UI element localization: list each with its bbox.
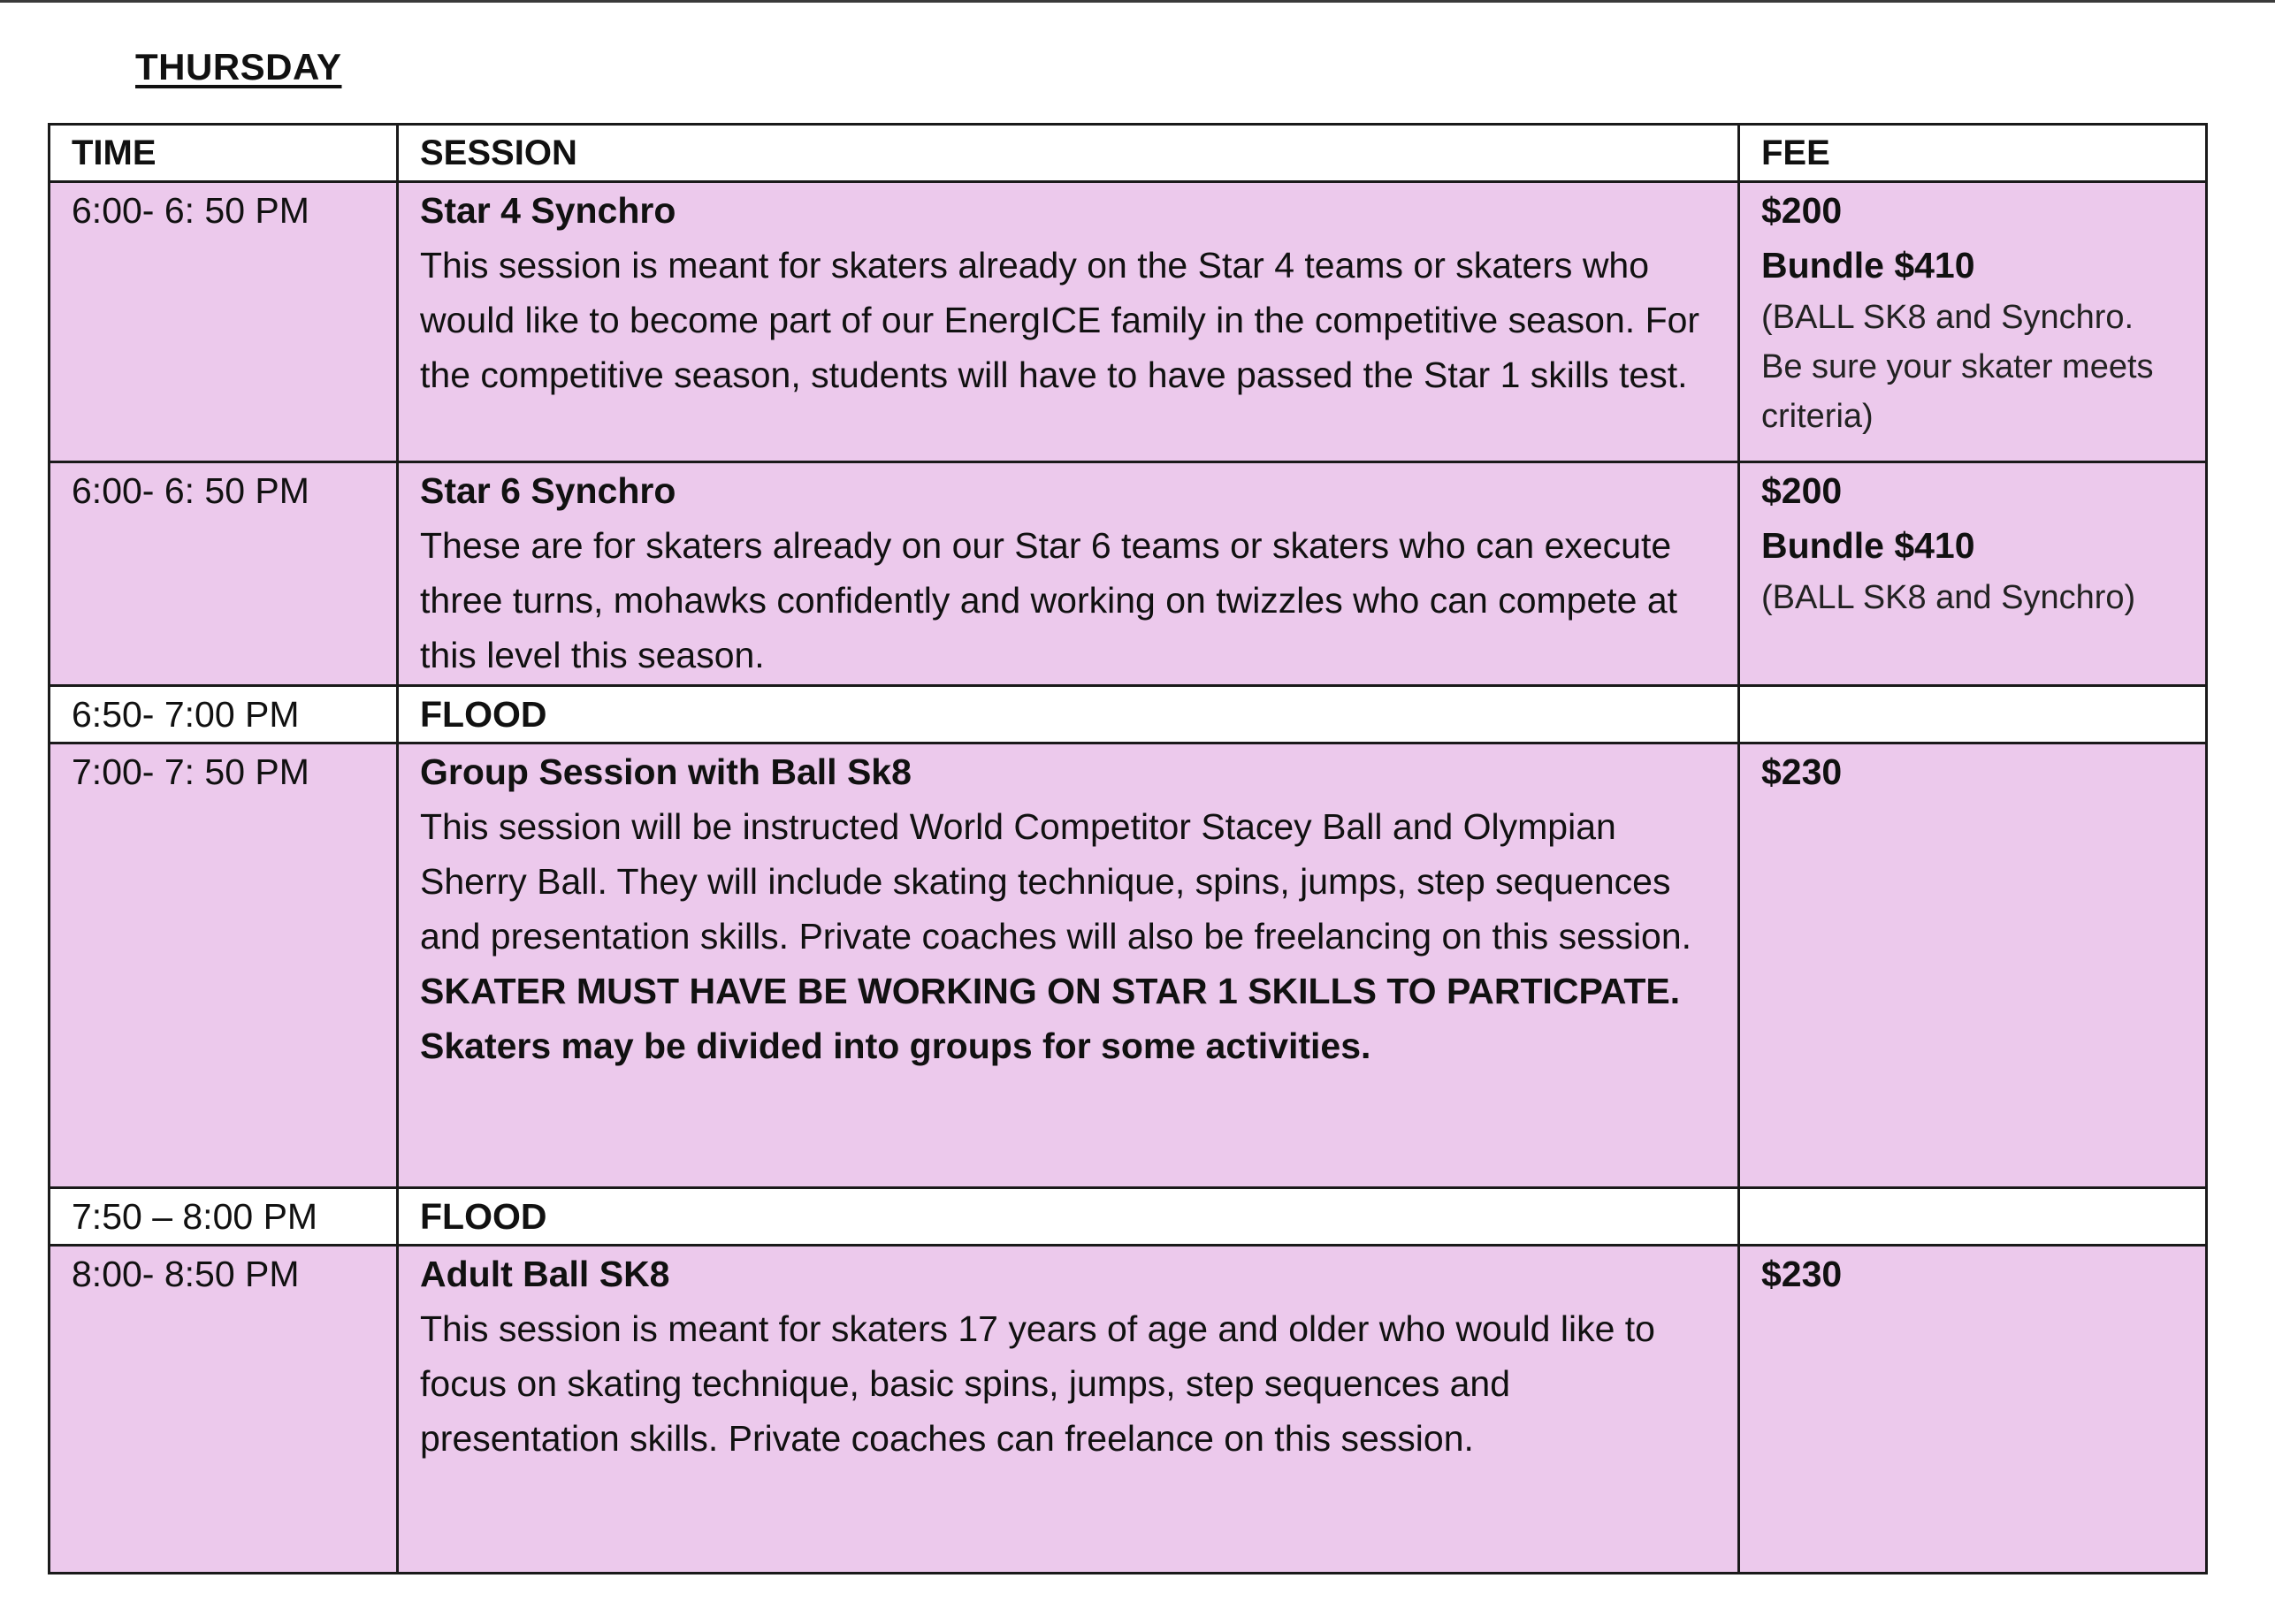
session-cell	[398, 686, 1739, 743]
session-description: This session will be instructed World Competitor Stacey Ball and Olympian Sherry Ball. They will include skating technique, spins, jumps, step sequences and presentation skills. Private coaches will also be freelancing on this session.	[420, 806, 1692, 957]
column-header-time: TIME	[50, 125, 398, 182]
session-cell	[398, 1188, 1739, 1246]
fee-cell	[1739, 686, 2207, 743]
column-header-session: SESSION	[398, 125, 1739, 182]
fee-price: $230	[1761, 1254, 1843, 1294]
table-row-flood	[50, 686, 2207, 743]
fee-bundle: Bundle $410	[1761, 245, 1975, 286]
fee-price: $200	[1761, 190, 1843, 231]
session-title: Adult Ball SK8	[420, 1254, 670, 1294]
table-row-flood	[50, 1188, 2207, 1246]
session-description: This session is meant for skaters 17 years of age and older who would like to focus on skating technique, basic spins, jumps, step sequences and presentation skills. Private coaches can freelance on this session.	[420, 1308, 1655, 1459]
session-time: 6:00- 6: 50 PM	[50, 462, 398, 686]
flood-label: FLOOD	[420, 694, 547, 735]
fee-cell	[1739, 182, 2207, 462]
fee-cell	[1739, 1188, 2207, 1246]
flood-label: FLOOD	[420, 1196, 547, 1237]
column-header-fee: FEE	[1739, 125, 2207, 182]
fee-cell	[1739, 462, 2207, 686]
session-time: 6:50- 7:00 PM	[50, 686, 398, 743]
fee-price: $200	[1761, 470, 1843, 511]
session-time: 7:50 – 8:00 PM	[50, 1188, 398, 1246]
top-rule	[0, 0, 2275, 3]
table-row	[50, 182, 2207, 462]
fee-note: (BALL SK8 and Synchro. Be sure your skater meets criteria)	[1761, 299, 2154, 435]
session-description: This session is meant for skaters already on the Star 4 teams or skaters who would like to become part of our EnergICE family in the competitive season. For the competitive season, students will have to have passed the Star 1 skills test.	[420, 245, 1700, 395]
fee-cell	[1739, 743, 2207, 1188]
session-description: These are for skaters already on our Star 6 teams or skaters who can execute three turns, mohawks confidently and working on twizzles who can compete at this level this season.	[420, 525, 1678, 675]
fee-price: $230	[1761, 751, 1843, 792]
table-header-row	[50, 125, 2207, 182]
session-cell	[398, 743, 1739, 1188]
fee-note: (BALL SK8 and Synchro)	[1761, 579, 2136, 616]
session-time: 7:00- 7: 50 PM	[50, 743, 398, 1188]
fee-cell	[1739, 1246, 2207, 1574]
table-row	[50, 1246, 2207, 1574]
session-requirement-note: SKATER MUST HAVE BE WORKING ON STAR 1 SKILLS TO PARTICPATE. Skaters may be divided into groups for some activities.	[420, 971, 1681, 1066]
session-cell	[398, 462, 1739, 686]
table-row	[50, 462, 2207, 686]
fee-bundle: Bundle $410	[1761, 525, 1975, 566]
session-title: Group Session with Ball Sk8	[420, 751, 912, 792]
session-cell	[398, 182, 1739, 462]
session-cell	[398, 1246, 1739, 1574]
session-time: 8:00- 8:50 PM	[50, 1246, 398, 1574]
session-title: Star 4 Synchro	[420, 190, 676, 231]
table-row	[50, 743, 2207, 1188]
schedule-table	[48, 123, 2208, 1574]
session-time: 6:00- 6: 50 PM	[50, 182, 398, 462]
day-heading: THURSDAY	[135, 46, 342, 88]
session-title: Star 6 Synchro	[420, 470, 676, 511]
